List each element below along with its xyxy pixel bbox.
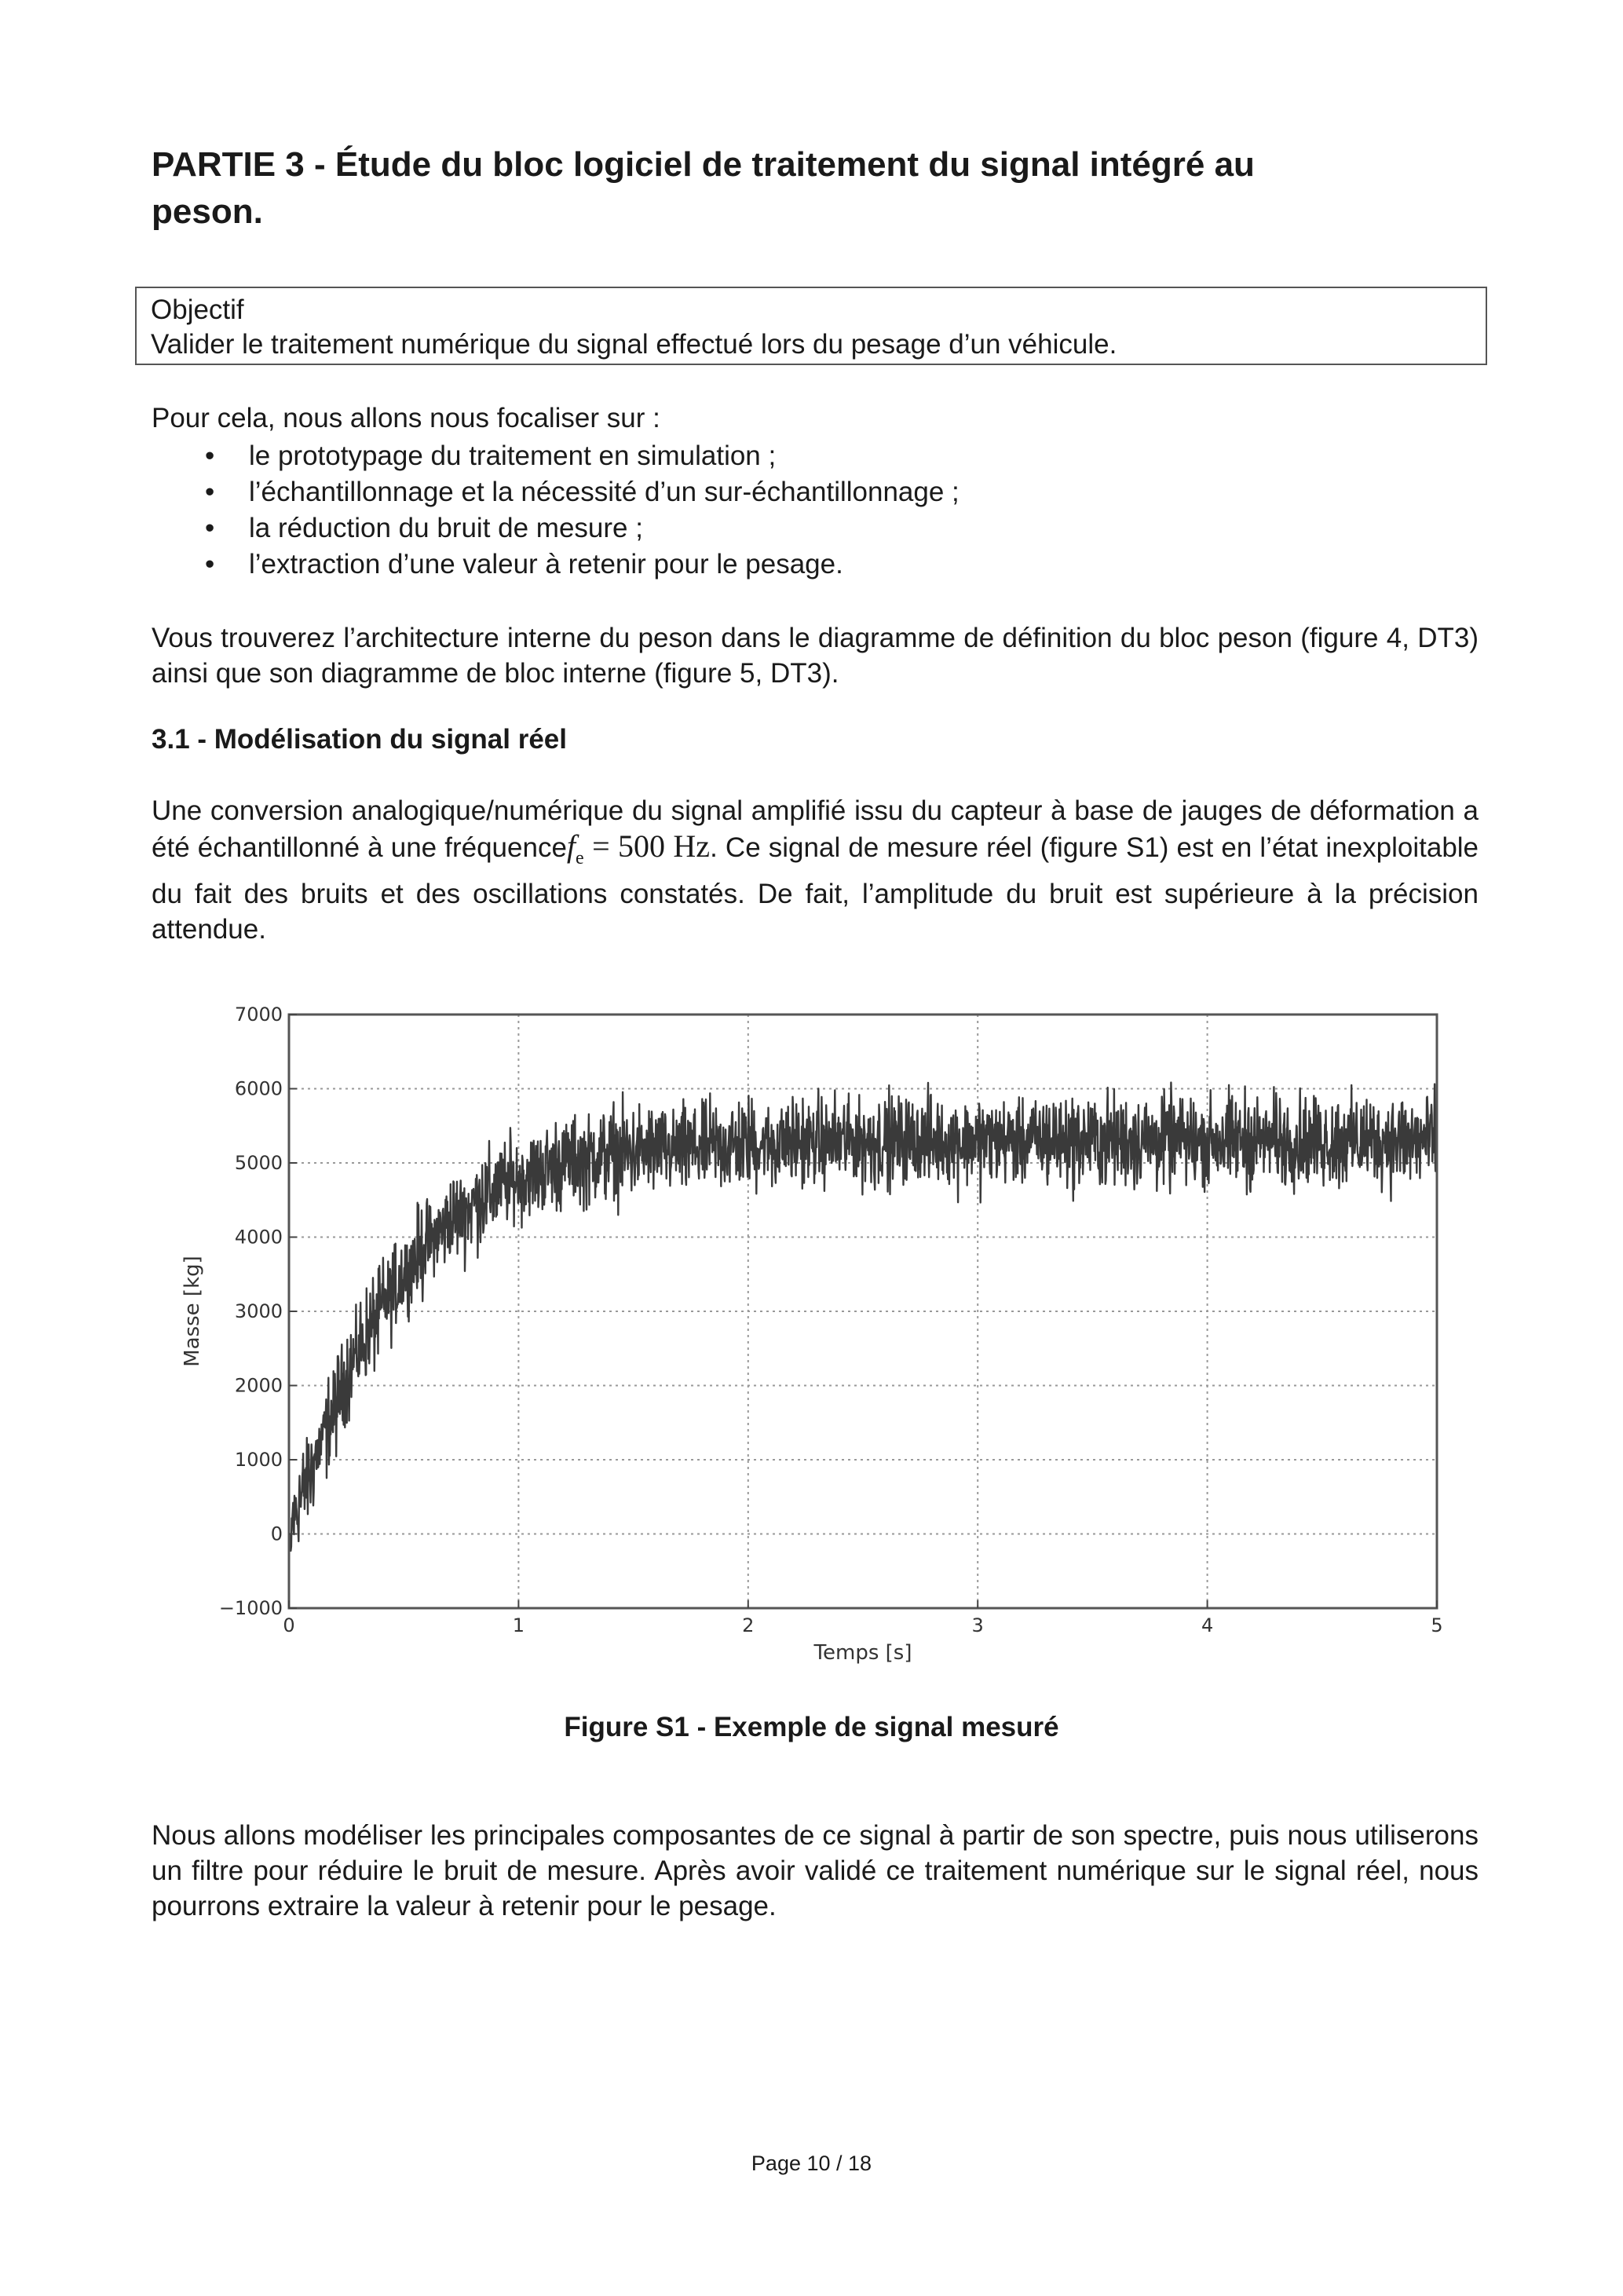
bullet-glyph: • bbox=[205, 477, 215, 507]
architecture-paragraph: Vous trouverez l’architecture interne du peson dans le diagramme de définition du bloc peson (figure 4, DT3) ainsi que son diagramme de bloc interne (figure 5, DT3). bbox=[152, 623, 1479, 689]
list-item bbox=[152, 438, 1479, 474]
title-line-1: PARTIE 3 - Étude du bloc logiciel de traitement du signal intégré au bbox=[152, 145, 1255, 184]
x-tick-label: 3 bbox=[971, 1614, 984, 1636]
y-tick-label: 2000 bbox=[234, 1374, 283, 1397]
formula-subscript: e bbox=[576, 848, 584, 868]
y-tick-label: 0 bbox=[270, 1523, 283, 1545]
x-tick-label: 2 bbox=[742, 1614, 755, 1636]
bullet-glyph: • bbox=[205, 513, 215, 543]
list-item-text: la réduction du bruit de mesure ; bbox=[249, 513, 643, 543]
x-tick-label: 5 bbox=[1431, 1614, 1443, 1636]
objective-label: Objectif bbox=[151, 294, 244, 325]
closing-paragraph: Nous allons modéliser les principales composantes de ce signal à partir de son spectre, puis nous utiliserons un filtre pour réduire le bruit de mesure. Après avoir validé ce traitement numérique sur le signal réel, nous pourrons extraire la valeur à retenir pour le pesage. bbox=[152, 1820, 1479, 1921]
y-tick-label: 1000 bbox=[234, 1449, 283, 1471]
signal-paragraph-start: Une conversion analogique/numérique du signal amplifié issu du capteur à base de jauges de déformation a été échantillonné à une fréquence bbox=[152, 795, 1479, 863]
bullet-glyph: • bbox=[205, 549, 215, 579]
list-item bbox=[152, 547, 1479, 583]
list-item-text: le prototypage du traitement en simulation ; bbox=[249, 441, 777, 471]
formula-value: = 500 Hz bbox=[583, 828, 711, 864]
y-axis-label: Masse [kg] bbox=[181, 1256, 204, 1367]
measured-signal-chart bbox=[169, 985, 1472, 1676]
list-item bbox=[152, 510, 1479, 547]
signal-paragraph-end: . Ce signal de mesure réel (figure S1) est en l’état inexploitable du fait des bruits et des oscillations constatés. De fait, l’amplitude du bruit est supérieure à la précision attendue. bbox=[152, 832, 1479, 945]
y-tick-label: 3000 bbox=[234, 1300, 283, 1322]
bullet-glyph: • bbox=[205, 441, 215, 471]
section-heading: 3.1 - Modélisation du signal réel bbox=[152, 724, 567, 755]
page-title bbox=[152, 141, 1486, 236]
sampling-frequency-formula bbox=[566, 828, 711, 868]
focus-list bbox=[152, 438, 1479, 583]
formula-symbol: f bbox=[566, 828, 576, 864]
x-tick-label: 1 bbox=[512, 1614, 525, 1636]
title-line-2: peson. bbox=[152, 192, 263, 231]
y-tick-label: 7000 bbox=[234, 1004, 283, 1026]
page-number: Page 10 / 18 bbox=[751, 2152, 872, 2175]
signal-paragraph bbox=[152, 793, 1479, 947]
figure-caption: Figure S1 - Exemple de signal mesuré bbox=[564, 1712, 1059, 1742]
x-axis-label: Temps [s] bbox=[813, 1641, 912, 1665]
intro-text: Pour cela, nous allons nous focaliser sur : bbox=[152, 403, 660, 433]
y-tick-label: −1000 bbox=[218, 1597, 283, 1619]
x-tick-label: 4 bbox=[1201, 1614, 1214, 1636]
objective-box bbox=[135, 287, 1487, 365]
list-item bbox=[152, 474, 1479, 510]
y-tick-label: 6000 bbox=[234, 1077, 283, 1100]
y-tick-label: 5000 bbox=[234, 1152, 283, 1174]
y-tick-label: 4000 bbox=[234, 1226, 283, 1249]
list-item-text: l’échantillonnage et la nécessité d’un sur-échantillonnage ; bbox=[249, 477, 960, 507]
x-tick-label: 0 bbox=[283, 1614, 295, 1636]
objective-text: Valider le traitement numérique du signal effectué lors du pesage d’un véhicule. bbox=[151, 329, 1117, 360]
list-item-text: l’extraction d’une valeur à retenir pour le pesage. bbox=[249, 549, 843, 579]
